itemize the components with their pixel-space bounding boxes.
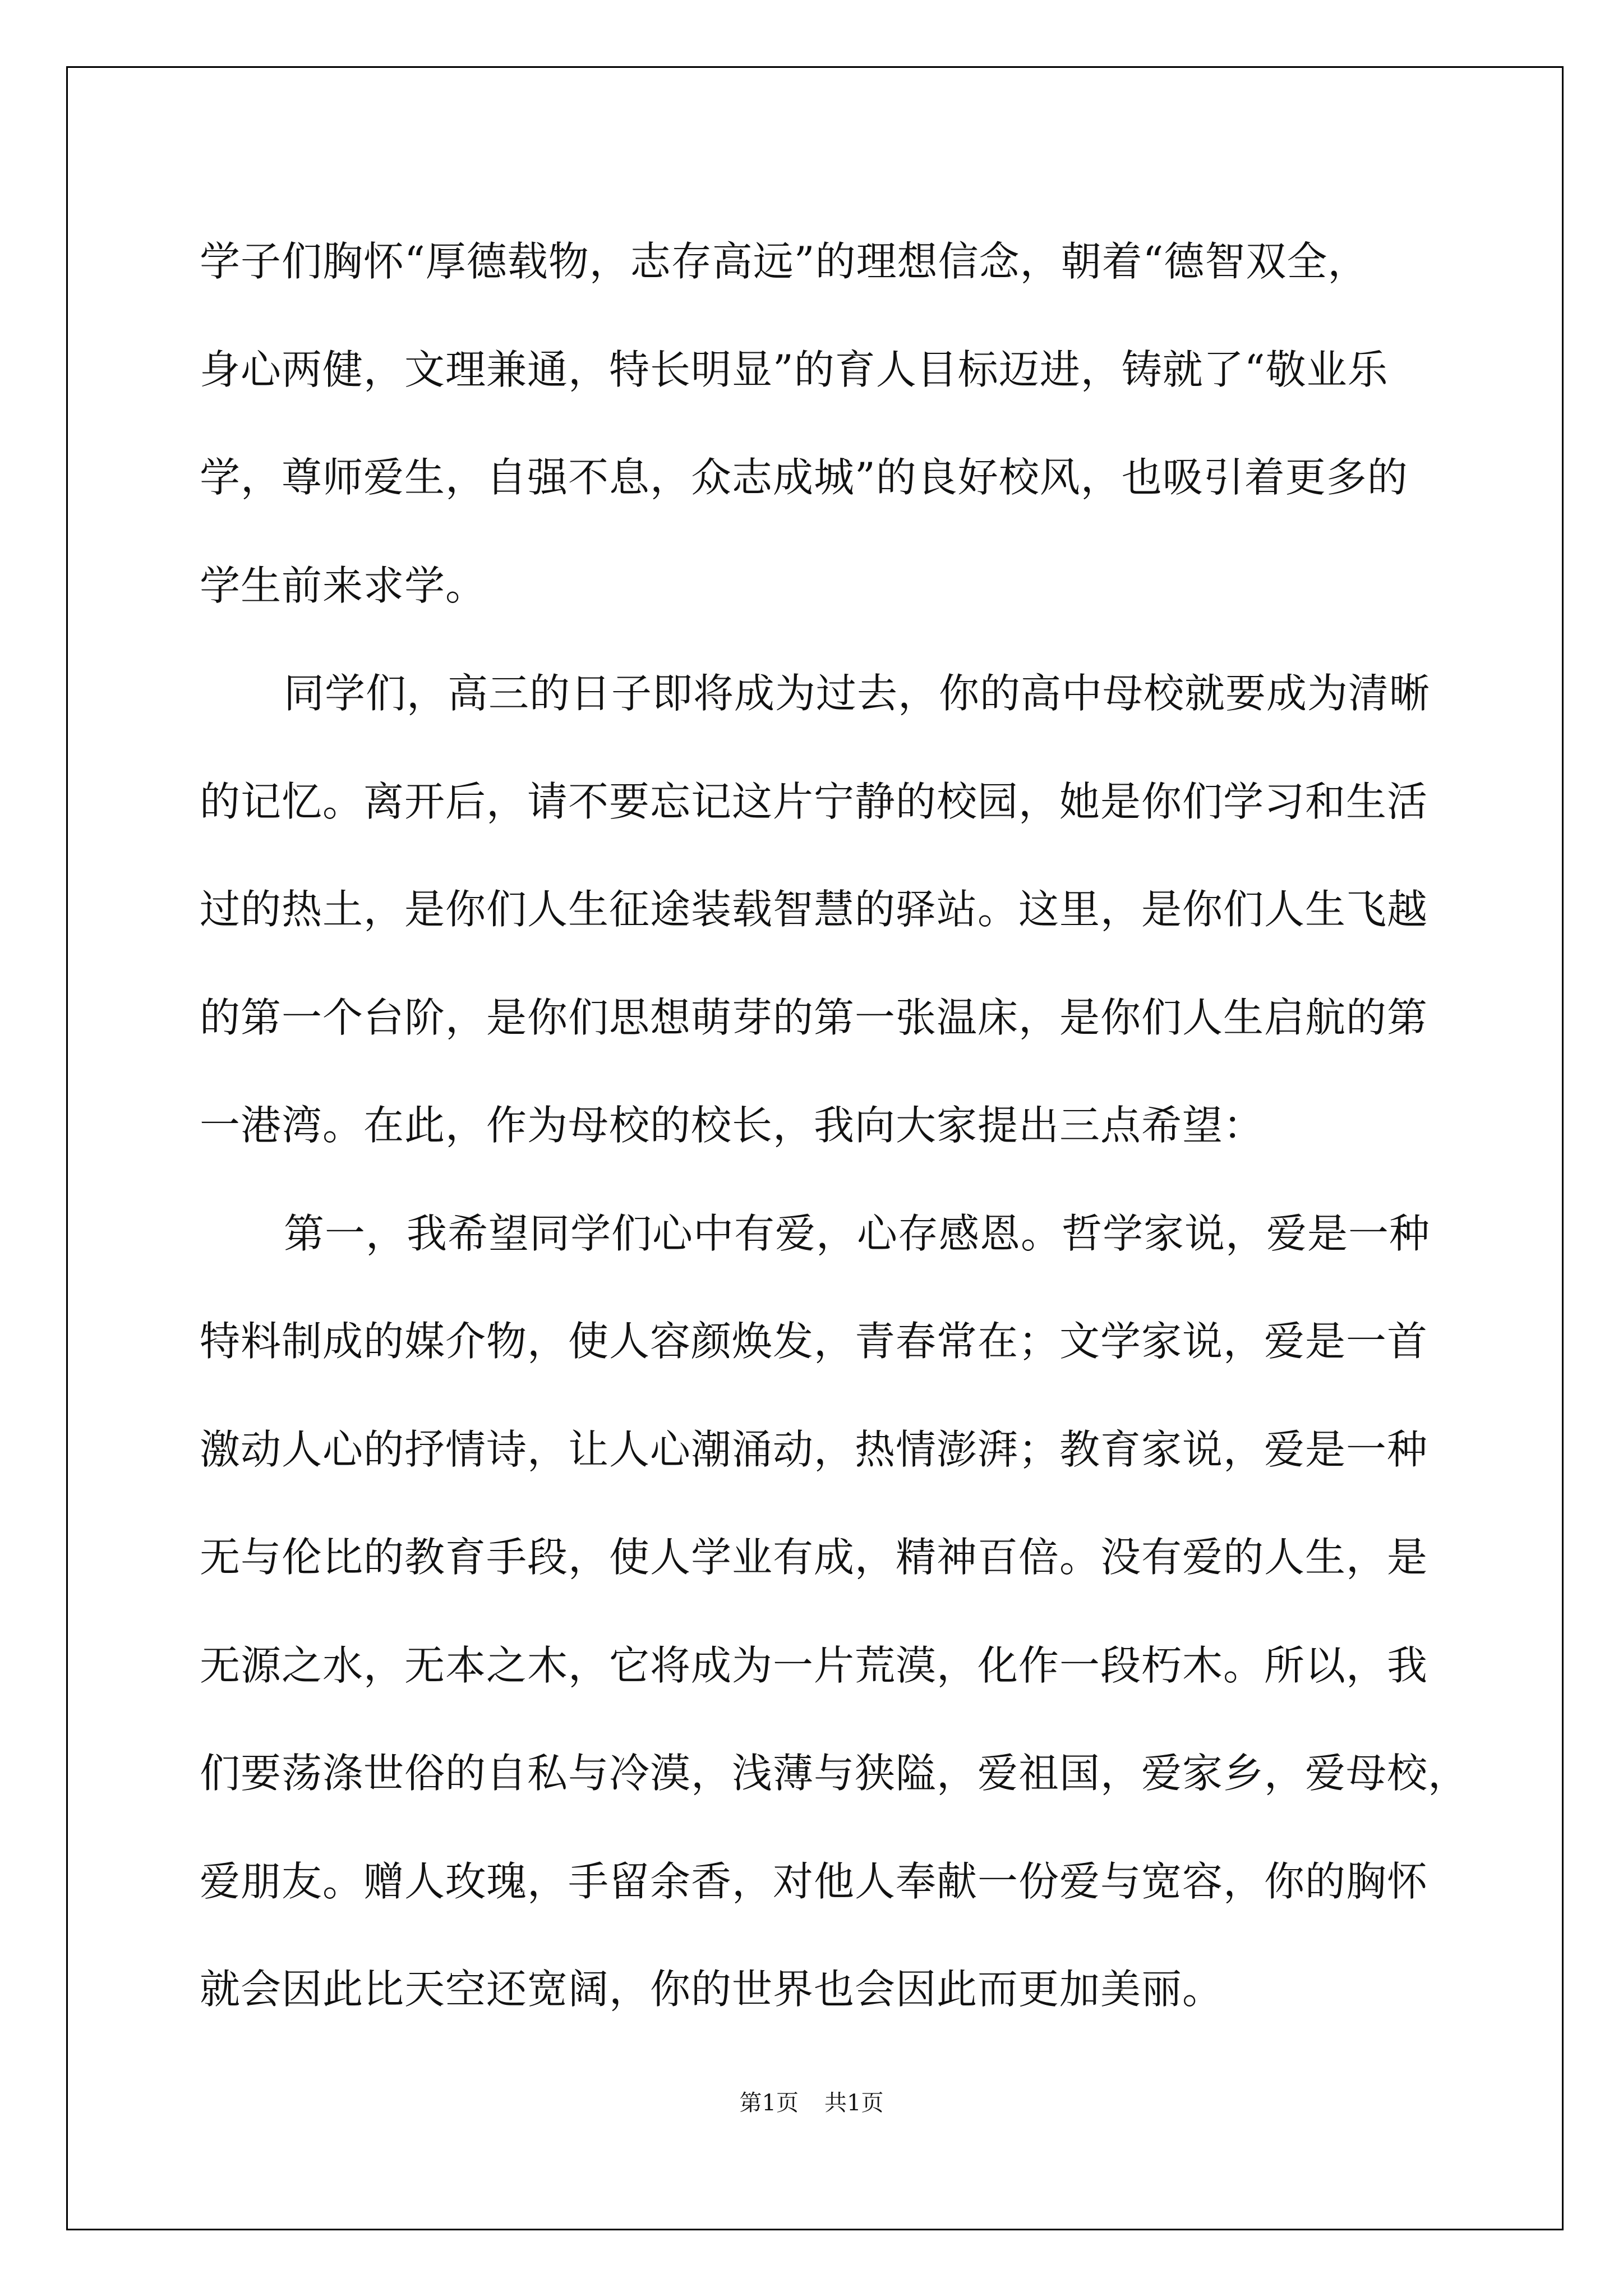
page-total: 共1页 — [824, 2090, 884, 2116]
text-line: 学生前来求学。 — [200, 562, 487, 609]
text-line: 的第一个台阶，是你们思想萌芽的第一张温床，是你们人生启航的第 — [200, 993, 1428, 1041]
text-line-first: 同学们，高三的日子即将成为过去，你的高中母校就要成为清晰 — [284, 670, 1431, 717]
text-line: 的记忆。离开后，请不要忘记这片宁静的校园，她是你们学习和生活 — [200, 777, 1428, 825]
text-line: 无与伦比的教育手段，使人学业有成，精神百倍。没有爱的人生，是 — [200, 1534, 1428, 1581]
text-line: 激动人心的抒情诗，让人心潮涌动，热情澎湃；教育家说，爱是一种 — [200, 1425, 1428, 1473]
page-number: 第1页 — [739, 2090, 799, 2116]
paragraph-3 — [200, 1180, 1469, 2044]
page-footer — [0, 2089, 1623, 2117]
text-line: 过的热土，是你们人生征途装载智慧的驿站。这里，是你们人生飞越 — [200, 886, 1428, 933]
text-line: 特料制成的媒介物，使人容颜焕发，青春常在；文学家说，爱是一首 — [200, 1318, 1428, 1365]
text-line: 学子们胸怀“厚德载物，志存高远”的理想信念，朝着“德智双全， — [200, 238, 1369, 285]
text-line: 就会因此比天空还宽阔，你的世界也会因此而更加美丽。 — [200, 1966, 1224, 2013]
document-body — [200, 208, 1469, 2044]
text-line: 们要荡涤世俗的自私与冷漠，浅薄与狭隘，爱祖国，爱家乡，爱母校， — [200, 1750, 1469, 1797]
text-line: 爱朋友。赠人玫瑰，手留余香，对他人奉献一份爱与宽容，你的胸怀 — [200, 1857, 1428, 1905]
text-line: 学，尊师爱生，自强不息，众志成城”的良好校风，也吸引着更多的 — [200, 454, 1408, 501]
text-line-first: 第一，我希望同学们心中有爱，心存感恩。哲学家说，爱是一种 — [284, 1209, 1431, 1257]
text-line: 一港湾。在此，作为母校的校长，我向大家提出三点希望： — [200, 1102, 1265, 1149]
paragraph-1 — [200, 208, 1428, 639]
paragraph-2 — [200, 639, 1431, 1180]
text-line: 无源之水，无本之木，它将成为一片荒漠，化作一段朽木。所以，我 — [200, 1641, 1428, 1689]
text-line: 身心两健，文理兼通，特长明显”的育人目标迈进，铸就了“敬业乐 — [200, 346, 1389, 393]
